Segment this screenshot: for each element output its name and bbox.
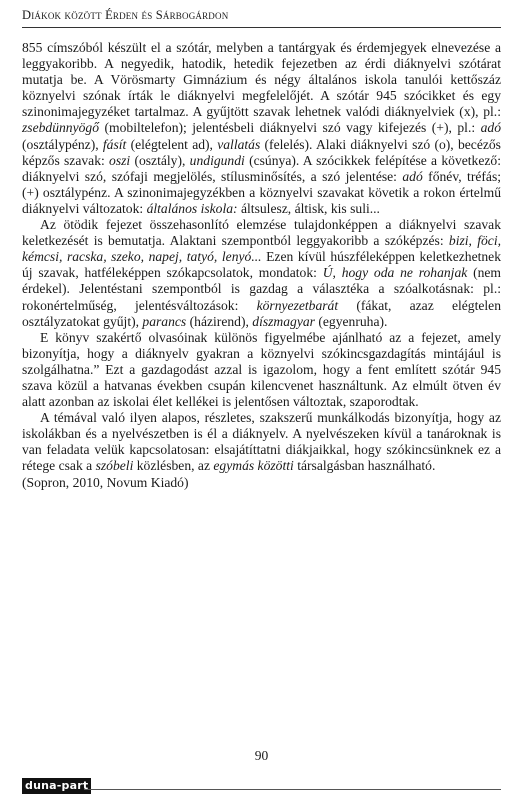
header-rule <box>22 27 501 28</box>
text-run: A témával való ilyen alapos, részletes, szakszerű munkálkodás bizonyítja, hogy az iskolákban és a nyelvészetben is él a diáknyelv. A nyelvészeken kívül a tanároknak is van feladata velük kapcsolatosan: elsajátíttatni diákjaikkal, hogy szókincsünknek ez a rétege csak a <box>22 410 501 474</box>
text-run: (osztálypénz), <box>22 136 103 152</box>
paragraph-3 <box>22 330 501 410</box>
paragraph-4 <box>22 410 501 474</box>
italic-term: oszi <box>109 152 131 168</box>
text-run: (mobiltelefon); jelentésbeli diáknyelvi szó vagy kifejezés (+), pl.: <box>99 120 481 136</box>
paragraph-2 <box>22 217 501 330</box>
text-run: (osztály), <box>130 152 190 168</box>
text-run: társalgásban használható. <box>293 458 436 474</box>
text-run: Ezen kívül húszféleképpen keletkezhetnek új szavak, hatféleképpen szókapcsolatok, mondatok: <box>22 249 502 281</box>
text-run: (házirend), <box>186 313 253 329</box>
text-run: (fákat, azaz elégtelen osztályzatokat gyűjt), <box>22 297 501 329</box>
article-body <box>22 40 501 491</box>
footer-rule <box>84 789 501 790</box>
text-run: (felelés). Alaki diáknyelvi szó (o), becézős képzős szavak: <box>22 136 501 168</box>
text-run: (egyenruha). <box>314 313 388 329</box>
italic-term: környezetbarát <box>256 297 339 313</box>
italic-term: parancs <box>142 313 187 329</box>
text-run: közlésben, az <box>133 458 214 474</box>
text-run: (csúnya). A szócikkek felépítése a következő: diáknyelvi szó, szófaji megjelölés, stílusminősítés, a szó jelentése: <box>22 152 501 184</box>
italic-term: egymás közötti <box>213 458 294 474</box>
publisher-logo: duna-part <box>22 778 91 794</box>
italic-term: adó <box>480 120 501 136</box>
running-title: Diákok között Érden és Sárbogárdon <box>22 8 229 22</box>
running-header <box>22 8 228 23</box>
italic-term: fásít <box>102 136 127 152</box>
page-number: 90 <box>254 748 269 763</box>
italic-term: Ú, hogy oda ne rohanjak <box>322 265 468 281</box>
text-run: áltsulesz, áltisk, kis suli... <box>237 200 380 216</box>
text-run: (elégtelent ad), <box>126 136 218 152</box>
text-run: 855 címszóból készült el a szótár, melyben a tantárgyak és érdemjegyek elnevezése a leggyakoribb. A negyedik, hatodik, hetedik fejezetben az érdi diáknyelvi szótárat mutatja be. A Vörösmarty Gimnázium és négy általános iskola tanulói kettőszáz köznyelvi szónak írták le diáknyelvi megfelelőjét. A szótár 945 szócikket és egy szinonimajegyzéket tartalmaz. A gyűjtött szavak lehetnek valódi diáknyelviek (x), pl.: <box>22 40 501 120</box>
italic-term: undigundi <box>189 152 245 168</box>
italic-term: általános iskola: <box>146 200 238 216</box>
italic-term: bizi, föci, kémcsi, racska, szeko, napej, tatyó, lenyó... <box>22 233 501 265</box>
text-run: E könyv szakértő olvasóinak különös figyelmébe ajánlható az a fejezet, amely bizonyítja, hogy a diáknyelv gyakran a köznyelvi szókincsgazdagítás mintájául is szolgálhatna.” Ezt a gazdagodást azzal is igazolom, hogy a fent említett szótár 945 szava közül a hatvanas években csupán kilencvenet használtunk. Az elmúlt ötven év alatt azonban az iskolai élet kellékei is jelentősen változtak, szaporodtak. <box>22 329 501 410</box>
text-run: Az ötödik fejezet összehasonlító elemzése tulajdonképpen a diáknyelvi szavak keletkezését is bemutatja. Alaktani szempontból leggyakoribb a szóképzés: <box>22 217 501 249</box>
italic-term: díszmagyar <box>252 313 315 329</box>
text-run: (nem érdekel). Jelentéstani szempontból is gazdag a választéka a szóalkotásnak: pl.: rokonértelműség, jelentésváltozások: <box>22 265 501 313</box>
italic-term: vallatás <box>217 136 261 152</box>
text-run: főnév, tréfás; (+) osztálypénz. A szinonimajegyzékben a köznyelvi szavakat követik a rokon értelmű diáknyelvi változatok: <box>22 168 502 216</box>
italic-term: szóbeli <box>95 458 134 474</box>
italic-term: adó <box>402 168 423 184</box>
paragraph-1 <box>22 40 501 217</box>
italic-term: zsebdünnyögő <box>22 120 100 136</box>
source-citation: (Sopron, 2010, Novum Kiadó) <box>22 474 189 490</box>
